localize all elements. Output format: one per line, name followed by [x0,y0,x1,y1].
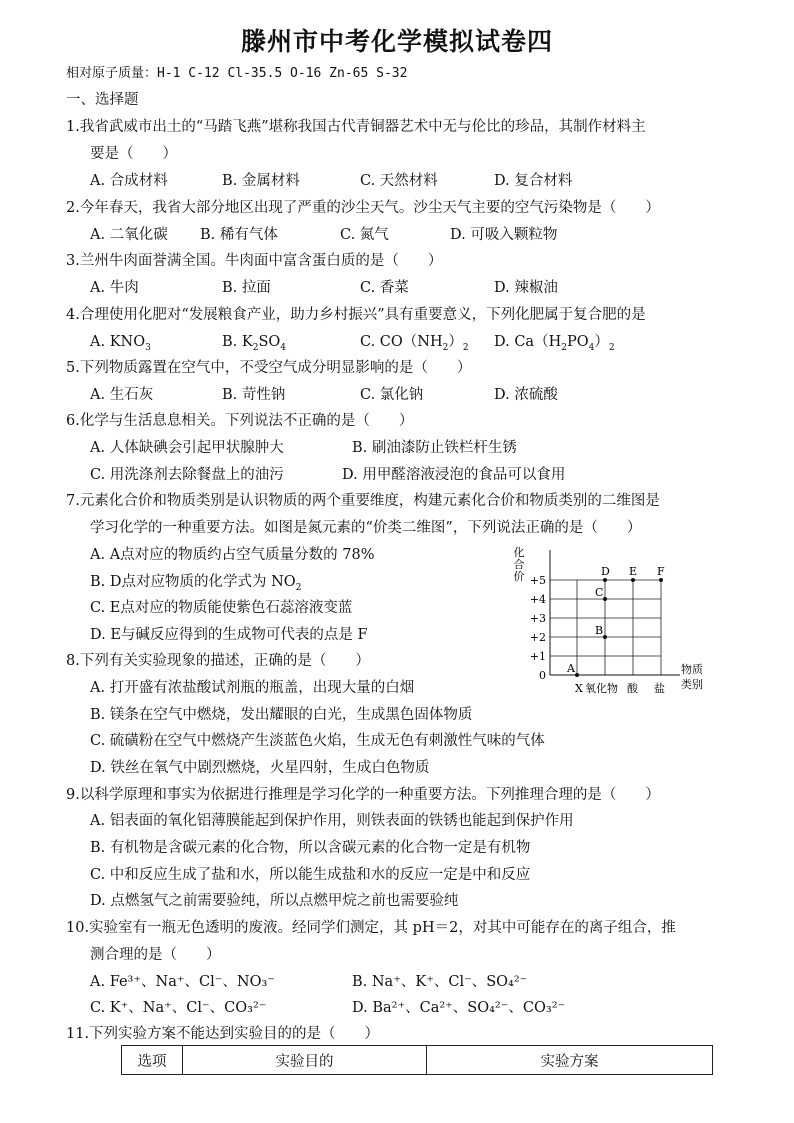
y-tick-label: +1 [529,650,546,663]
q8-option-c[interactable]: C. 硫磺粉在空气中燃烧产生淡蓝色火焰，生成无色有刺激性气味的气体 [90,733,545,749]
q1-option-a[interactable]: A. 合成材料 [90,173,168,189]
data-point-label: D [601,565,610,578]
section-heading: 一、选择题 [66,92,139,108]
question-11-stem: 11.下列实验方案不能达到实验目的的是（ ） [66,1026,380,1042]
q10-option-b[interactable]: B. Na⁺、K⁺、Cl⁻、SO₄²⁻ [352,974,528,990]
y-tick-label: +4 [529,593,546,606]
question-4-stem: 4.合理使用化肥对“发展粮食产业，助力乡村振兴”具有重要意义，下列化肥属于复合肥的是 [66,307,646,323]
q3-option-a[interactable]: A. 牛肉 [90,280,139,296]
q9-option-c[interactable]: C. 中和反应生成了盐和水，所以能生成盐和水的反应一定是中和反应 [90,867,531,883]
q10-option-d[interactable]: D. Ba²⁺、Ca²⁺、SO₄²⁻、CO₃²⁻ [352,1000,566,1016]
q4-option-a[interactable]: A. $KNO_3$ [90,334,151,353]
valence-class-chart [505,542,725,702]
data-point-e [631,578,635,582]
q1-option-b[interactable]: B. 金属材料 [222,173,300,189]
header-plan: 实验方案 [427,1046,713,1075]
q8-option-b[interactable]: B. 镁条在空气中燃烧，发出耀眼的白光，生成黑色固体物质 [90,707,473,723]
q7-option-d[interactable]: D. E与碱反应得到的生成物可代表的点是 F [90,627,368,643]
q4-option-d[interactable]: D. $Ca(H_2PO_4)_2$ [494,334,615,353]
q5-option-b[interactable]: B. 苛性钠 [222,387,286,403]
q5-option-d[interactable]: D. 浓硫酸 [494,387,558,403]
q3-option-b[interactable]: B. 拉面 [222,280,271,296]
page-title: 滕州市中考化学模拟试卷四 [240,27,553,56]
x-tick-label: 盐 [654,682,665,695]
y-axis-label: 价 [513,570,525,583]
question-8-stem: 8.下列有关实验现象的描述，正确的是（ ） [66,653,370,669]
y-tick-label: 0 [539,669,546,682]
q9-option-d[interactable]: D. 点燃氢气之前需要验纯，所以点燃甲烷之前也需要验纯 [90,893,459,909]
q2-option-a[interactable]: A. 二氧化碳 [90,227,168,243]
question-1-stem: 1.我省武威市出土的“马踏飞燕”堪称我国古代青铜器艺术中无与伦比的珍品，其制作材料主 [66,119,646,135]
data-point-a [575,673,579,677]
data-point-label: A [567,662,575,675]
x-tick-label: 酸 [627,682,638,695]
q2-option-c[interactable]: C. 氮气 [340,227,389,243]
experiment-table [121,1045,713,1075]
q6-option-b[interactable]: B. 刷油漆防止铁栏杆生锈 [352,440,517,456]
question-7-stem: 7.元素化合价和物质类别是认识物质的两个重要维度，构建元素化合价和物质类别的二维图是 [66,493,660,509]
q2-option-d[interactable]: D. 可吸入颗粒物 [450,227,558,243]
x-tick-label: X [575,682,583,695]
header-purpose: 实验目的 [183,1046,427,1075]
q4-option-b[interactable]: B. $K_2SO_4$ [222,334,287,353]
question-10-stem-cont: 测合理的是（ ） [90,947,221,963]
x-tick-label: 氧化物 [585,682,618,695]
q6-option-a[interactable]: A. 人体缺碘会引起甲状腺肿大 [90,440,284,456]
question-6-stem: 6.化学与生活息息相关。下列说法不正确的是（ ） [66,413,414,429]
question-2-stem: 2.今年春天，我省大部分地区出现了严重的沙尘天气。沙尘天气主要的空气污染物是（ ） [66,200,660,216]
q9-option-a[interactable]: A. 铝表面的氧化铝薄膜能起到保护作用，则铁表面的铁锈也能起到保护作用 [90,813,574,829]
q9-option-b[interactable]: B. 有机物是含碳元素的化合物，所以含碳元素的化合物一定是有机物 [90,840,531,856]
data-point-label: B [595,624,604,637]
data-point-label: E [629,565,638,578]
data-point-c [603,597,607,601]
q8-option-d[interactable]: D. 铁丝在氧气中剧烈燃烧，火星四射，生成白色物质 [90,760,430,776]
question-1-stem-cont: 要是（ ） [90,146,177,162]
data-point-label: F [657,565,665,578]
question-5-stem: 5.下列物质露置在空气中，不受空气成分明显影响的是（ ） [66,360,472,376]
q5-option-a[interactable]: A. 生石灰 [90,387,154,403]
q6-option-d[interactable]: D. 用甲醛溶液浸泡的食品可以食用 [342,467,566,483]
y-axis-label: 化 [513,546,525,559]
q10-option-c[interactable]: C. K⁺、Na⁺、Cl⁻、CO₃²⁻ [90,1000,267,1016]
y-tick-label: +5 [529,574,546,587]
question-9-stem: 9.以科学原理和事实为依据进行推理是学习化学的一种重要方法。下列推理合理的是（ ） [66,787,660,803]
data-point-b [603,635,607,639]
q7-option-c[interactable]: C. E点对应的物质能使紫色石蕊溶液变蓝 [90,600,353,616]
q6-option-c[interactable]: C. 用洗涤剂去除餐盘上的油污 [90,467,284,483]
q4-option-c[interactable]: C. $CO(NH_2)_2$ [360,334,469,353]
data-point-d [603,578,607,582]
question-10-stem: 10.实验室有一瓶无色透明的废液。经同学们测定，其 pH＝2，对其中可能存在的离子组合，推 [66,920,676,936]
q7-option-a[interactable]: A. A点对应的物质约占空气质量分数的 78% [90,547,375,563]
data-point-label: C [595,586,604,599]
q1-option-c[interactable]: C. 天然材料 [360,173,438,189]
q10-option-a[interactable]: A. Fe³⁺、Na⁺、Cl⁻、NO₃⁻ [90,974,275,990]
q3-option-d[interactable]: D. 辣椒油 [494,280,558,296]
question-7-stem-cont: 学习化学的一种重要方法。如图是氮元素的“价类二维图”，下列说法正确的是（ ） [90,520,642,536]
header-option: 选项 [122,1046,183,1075]
table-header-row [122,1046,713,1075]
q1-option-d[interactable]: D. 复合材料 [494,173,573,189]
x-axis-label: 类别 [681,678,703,691]
q8-option-a[interactable]: A. 打开盛有浓盐酸试剂瓶的瓶盖，出现大量的白烟 [90,680,415,696]
y-tick-label: +2 [529,631,546,644]
x-axis-label: 物质 [681,663,703,676]
data-point-f [659,578,663,582]
q3-option-c[interactable]: C. 香菜 [360,280,409,296]
y-axis-label: 合 [513,558,525,571]
q2-option-b[interactable]: B. 稀有气体 [200,227,278,243]
y-tick-label: +3 [529,612,546,625]
q7-option-b[interactable]: B. D点对应物质的化学式为 $NO_2$ [90,574,302,593]
atomic-mass-line: 相对原子质量：H-1 C-12 Cl-35.5 O-16 Zn-65 S-32 [66,66,408,81]
q5-option-c[interactable]: C. 氯化钠 [360,387,424,403]
question-3-stem: 3.兰州牛肉面誉满全国。牛肉面中富含蛋白质的是（ ） [66,253,443,269]
